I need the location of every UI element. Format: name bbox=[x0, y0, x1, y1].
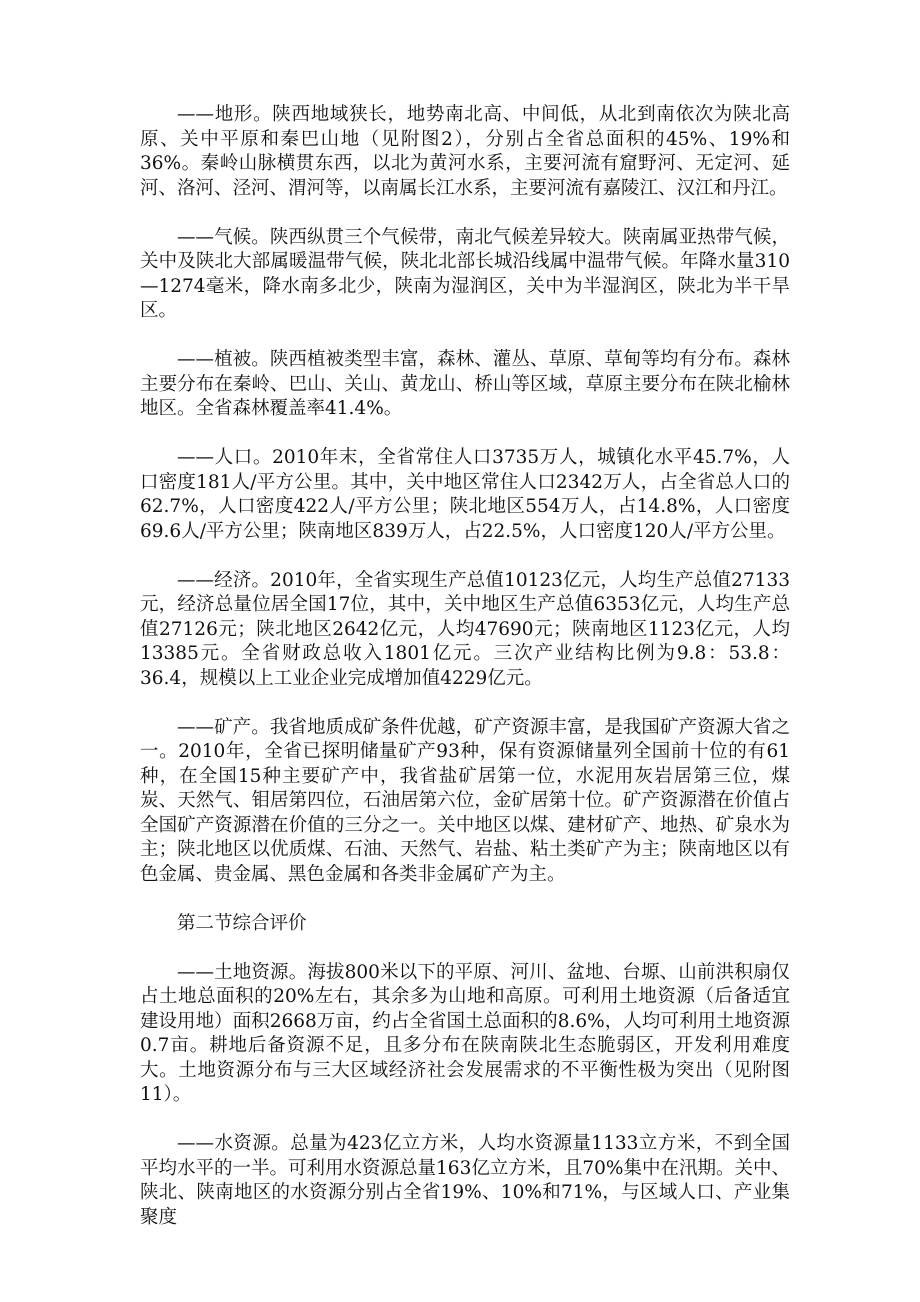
paragraph-terrain: ——地形。陕西地域狭长，地势南北高、中间低，从北到南依次为陕北高原、关中平原和秦巴山地（见附图2），分别占全省总面积的45%、19%和36%。秦岭山脉横贯东西，以北为黄河水系，主要河流有窟野河、无定河、延河、洛河、泾河、渭河等，以南属长江水系，主要河流有嘉陵江、汉江和丹江。 bbox=[140, 104, 790, 199]
section-heading: 第二节综合评价 bbox=[177, 912, 307, 934]
paragraph-population: ——人口。2010年末，全省常住人口3735万人，城镇化水平45.7%，人口密度181人/平方公里。其中，关中地区常住人口2342万人，占全省总人口的62.7%，人口密度422人/平方公里；陕北地区554万人，占14.8%，人口密度69.6人/平方公里；陕南地区839万人，占22.5%，人口密度120人/平方公里。 bbox=[140, 447, 790, 542]
paragraph-water-resources: ——水资源。总量为423亿立方米，人均水资源量1133立方米，不到全国平均水平的一半。可利用水资源总量163亿立方米，且70%集中在汛期。关中、陕北、陕南地区的水资源分别占全省19%、10%和71%，与区域人口、产业集聚度 bbox=[140, 1133, 790, 1228]
document-body bbox=[140, 103, 790, 1255]
paragraph-climate: ——气候。陕西纵贯三个气候带，南北气候差异较大。陕南属亚热带气候，关中及陕北大部属暖温带气候，陕北北部长城沿线属中温带气候。年降水量310—1274毫米，降水南多北少，陕南为湿润区，关中为半湿润区，陕北为半干旱区。 bbox=[140, 226, 790, 321]
paragraph-land-resources: ——土地资源。海拔800米以下的平原、河川、盆地、台塬、山前洪积扇仅占土地总面积的20%左右，其余多为山地和高原。可利用土地资源（后备适宜建设用地）面积2668万亩，约占全省国土总面积的8.6%，人均可利用土地资源0.7亩。耕地后备资源不足，且多分布在陕南陕北生态脆弱区，开发利用难度大。土地资源分布与三大区域经济社会发展需求的不平衡性极为突出（见附图11）。 bbox=[140, 961, 790, 1105]
paragraph-economy: ——经济。2010年，全省实现生产总值10123亿元，人均生产总值27133元，经济总量位居全国17位，其中，关中地区生产总值6353亿元，人均生产总值27126元；陕北地区2642亿元，人均47690元；陕南地区1123亿元，人均13385元。全省财政总收入1801亿元。三次产业结构比例为9.8：53.8：36.4，规模以上工业企业完成增加值4229亿元。 bbox=[140, 569, 790, 689]
paragraph-vegetation: ——植被。陕西植被类型丰富，森林、灌丛、草原、草甸等均有分布。森林主要分布在秦岭、巴山、关山、黄龙山、桥山等区域，草原主要分布在陕北榆林地区。全省森林覆盖率41.4%。 bbox=[140, 349, 790, 419]
paragraph-minerals: ——矿产。我省地质成矿条件优越，矿产资源丰富，是我国矿产资源大省之一。2010年，全省已探明储量矿产93种，保有资源储量列全国前十位的有61种，在全国15种主要矿产中，我省盐矿居第一位，水泥用灰岩居第三位，煤炭、天然气、钼居第四位，石油居第六位，金矿居第十位。矿产资源潜在价值占全国矿产资源潜在价值的三分之一。关中地区以煤、建材矿产、地热、矿泉水为主；陕北地区以优质煤、石油、天然气、岩盐、粘土类矿产为主；陕南地区以有色金属、贵金属、黑色金属和各类非金属矿产为主。 bbox=[140, 716, 790, 885]
